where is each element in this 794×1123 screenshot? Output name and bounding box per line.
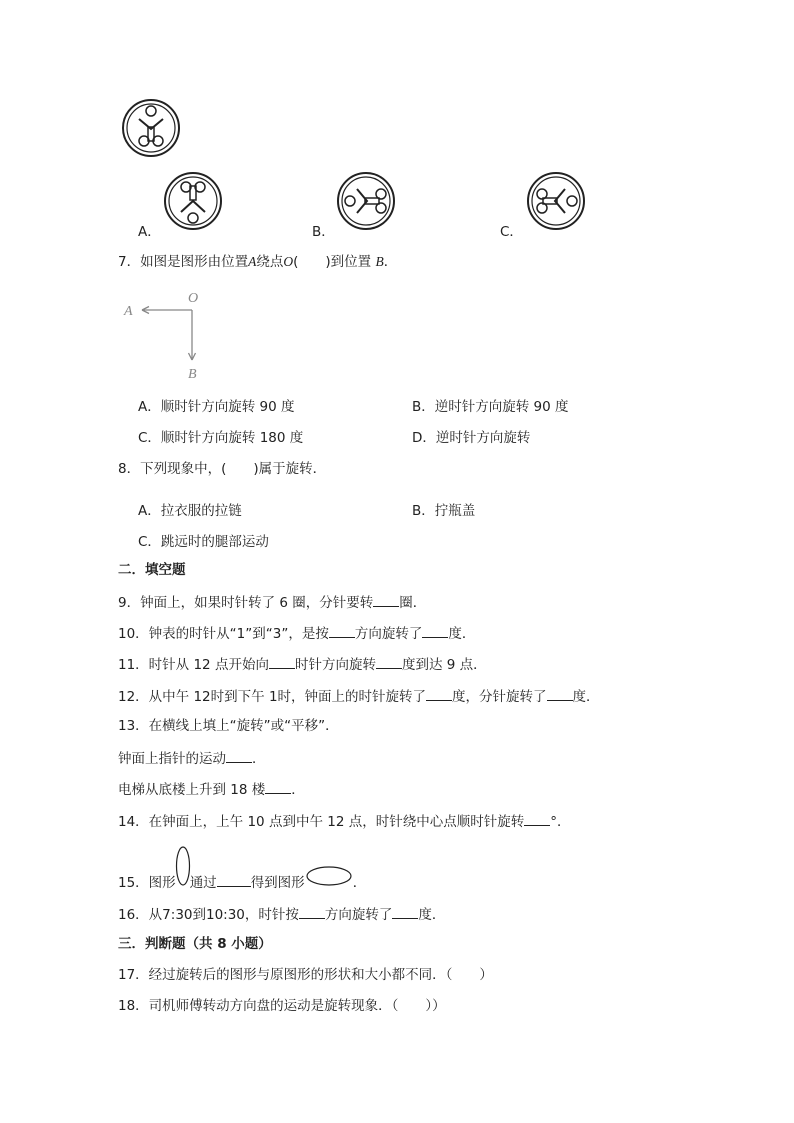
vertical-ellipse-shape xyxy=(176,873,190,887)
q11-direction-blank[interactable] xyxy=(269,654,295,669)
q6-option-c-label: C． xyxy=(500,224,523,240)
q7-rotation-figure xyxy=(118,286,208,382)
q6-option-c-figure[interactable] xyxy=(525,170,589,232)
q13-question: 13．在横线上填上“旋转”或“平移”． xyxy=(118,718,339,734)
q6-option-a-label: A． xyxy=(138,224,161,240)
q10-degree-blank[interactable] xyxy=(422,623,448,638)
q8-option-c[interactable]: C．跳远时的腿部运动 xyxy=(138,534,269,550)
q13-clock-blank[interactable] xyxy=(226,748,252,763)
q8-option-a[interactable]: A．拉衣服的拉链 xyxy=(138,503,242,519)
q16-question: 16．从7:30到10:30，时针按 方向旋转了 度． xyxy=(118,904,445,924)
q16-degree-blank[interactable] xyxy=(392,904,418,919)
q7-question: 7．如图是图形由位置A绕点O( )到位置 B． xyxy=(118,254,398,270)
q13-line-2: 电梯从底楼上升到 18 楼 ． xyxy=(118,779,305,799)
q10-question: 10．钟表的时针从“1”到“3”，是按 方向旋转了 度． xyxy=(118,623,475,643)
q10-direction-blank[interactable] xyxy=(329,623,355,638)
q6-option-b-figure[interactable] xyxy=(335,170,399,232)
q11-question: 11．时针从 12 点开始向 时针方向旋转 度到达 9 点． xyxy=(118,654,487,674)
q15-answer-blank[interactable] xyxy=(217,872,251,887)
q8-option-b[interactable]: B．拧瓶盖 xyxy=(412,503,476,519)
section-true-false-heading: 三．判断题（共 8 小题） xyxy=(118,936,272,952)
q17-question[interactable]: 17．经过旋转后的图形与原图形的形状和大小都不同．（ ） xyxy=(118,967,493,983)
q6-option-b-label: B． xyxy=(312,224,335,240)
q12-minute-hand-blank[interactable] xyxy=(547,686,573,701)
q6-option-a-figure[interactable] xyxy=(162,170,226,232)
q12-question: 12．从中午 12时到下午 1时，钟面上的时针旋转了 度，分针旋转了 度． xyxy=(118,686,600,706)
q15-question: 15．图形 通过 得到图形 ． xyxy=(118,872,366,892)
q14-degree-blank[interactable] xyxy=(524,811,550,826)
q12-hour-hand-blank[interactable] xyxy=(426,686,452,701)
q7-option-d[interactable]: D．逆时针方向旋转 xyxy=(412,430,531,446)
horizontal-ellipse-shape xyxy=(305,873,353,887)
q13-line-1: 钟面上指针的运动 ． xyxy=(118,748,266,768)
q16-direction-blank[interactable] xyxy=(299,904,325,919)
q13-elevator-blank[interactable] xyxy=(265,779,291,794)
q7-figure-label-o: O xyxy=(188,291,199,306)
q7-figure-label-b: B xyxy=(188,367,197,382)
q9-answer-blank[interactable] xyxy=(373,592,399,607)
q7-figure-label-a: A xyxy=(124,304,133,319)
q7-option-c[interactable]: C．顺时针方向旋转 180 度 xyxy=(138,430,304,446)
q7-option-a[interactable]: A．顺时针方向旋转 90 度 xyxy=(138,399,295,415)
q14-question: 14．在钟面上，上午 10 点到中午 12 点，时针绕中心点顺时针旋转 °． xyxy=(118,811,570,831)
q7-option-b[interactable]: B．逆时针方向旋转 90 度 xyxy=(412,399,569,415)
q11-degree-blank[interactable] xyxy=(376,654,402,669)
q18-question[interactable]: 18．司机师傅转动方向盘的运动是旋转现象．（ ）） xyxy=(118,998,446,1014)
q9-question: 9．钟面上，如果时针转了 6 圈，分针要转 圈． xyxy=(118,592,426,612)
q8-question: 8．下列现象中，( )属于旋转． xyxy=(118,461,327,477)
q6-original-figure xyxy=(120,97,184,159)
section-fill-in-heading: 二．填空题 xyxy=(118,562,186,578)
